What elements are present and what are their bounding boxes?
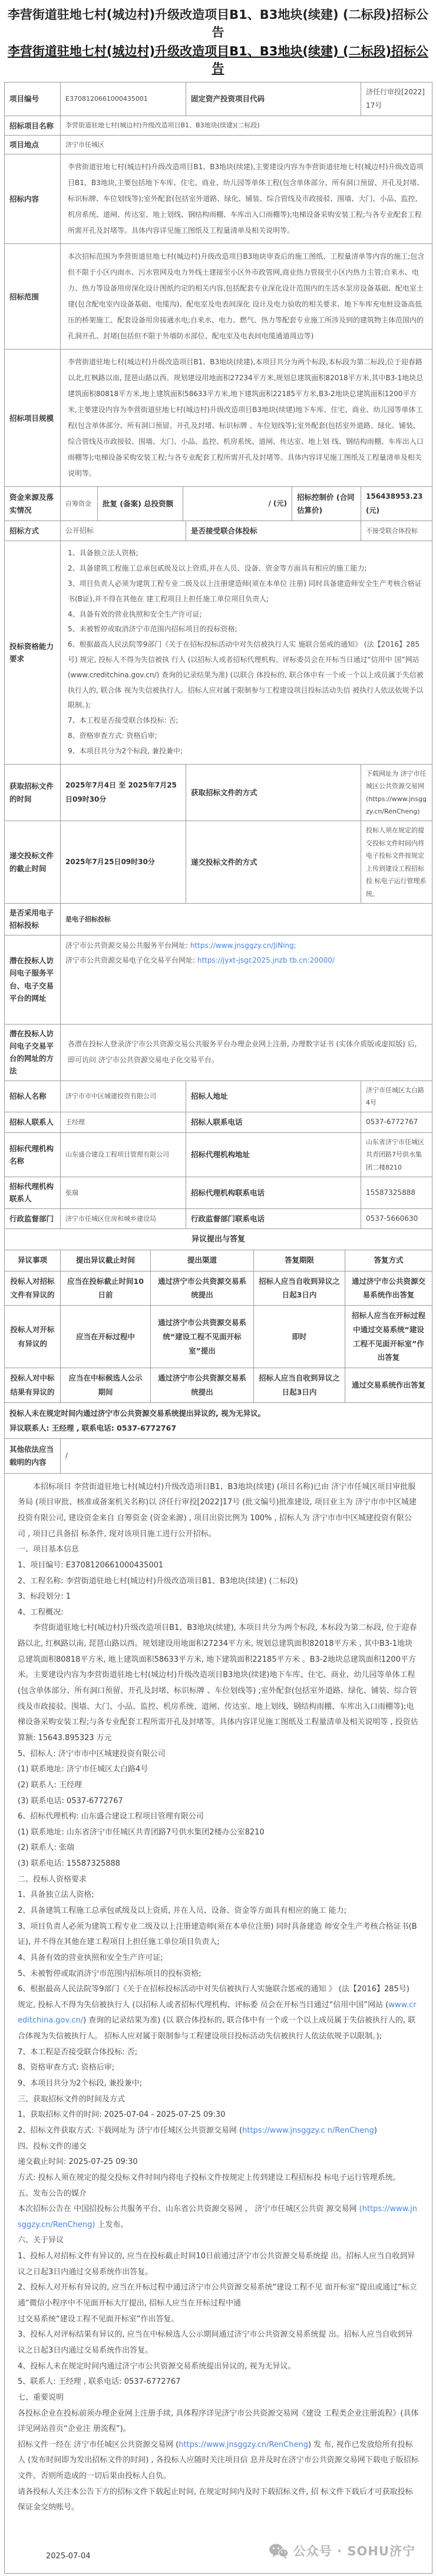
table-row — [5, 541, 432, 764]
announcement-text: 方式: 投标人须在规定的提交投标文件时间内将电子投标文件按规定上传到建设工程招标投 标电子运行管理系统。 — [18, 2173, 401, 2182]
announcement-line — [18, 1887, 419, 1903]
announcement-text: 本招标项目 李营街道驻地七村(城边村)升级改造项目B1、B3地块(续建) (项目名称)已由 济宁市任城区项目审批服务局 (项目审批、核准或备案机关名称)以 济任行审投[2022]17号 (批文编号)批准建设, 项目业主为 济宁市市中区城建投资有限公司, 建设资金来自 自筹资金 (资金来源) , 项目出资比例为 100% , 招标人为 济宁市市中区城建投资有限公司 , 项目已具备招 标条件, 现对该项目施工进行公开招标。 — [18, 1482, 417, 1539]
location-label: 项目地点 — [5, 135, 61, 154]
table-row — [5, 1228, 432, 1250]
announcement-line — [18, 1542, 419, 1558]
info-table-other — [4, 1438, 432, 1474]
e-tender-value: 是电子招标投标 — [61, 904, 432, 935]
agency-phone-label: 招标代理机构联系电话 — [186, 1177, 361, 1209]
tenderer-name-label: 招标人名称 — [5, 1081, 61, 1112]
scale-label: 招标项目规模 — [5, 350, 61, 487]
fixed-asset-code-label: 固定资产投资项目代码 — [186, 82, 361, 116]
objection-header-channel: 提出渠道 — [151, 1250, 254, 1271]
info-table-qualification — [4, 541, 432, 764]
objection-header-reply-period: 答复期限 — [254, 1250, 345, 1271]
announcement-text: 5、未被暂停或取消济宁市范围内招标项目的投标资格; — [18, 1969, 202, 1978]
objection-cell-channel: 通过济宁市公共资源交易系统提出 — [151, 1271, 254, 1306]
tenderer-phone-value: 0537-6772767 — [361, 1112, 432, 1132]
content-value: 李营街道驻地七村(城边村)升级改造项目B1、B3地块(续建),主要建设内容为李营街道驻地七村(城边村)升级改造项目B1、B3地块,主要包括地下车库、住宅、商业、幼儿园等单体工程(包含单体部分、所有洞口预留、开孔及封堵、标识标牌、车位划线等);室外配套(包括室外道路、绿化、铺装、综合管线及市政接驳、围墙、大门、小品、监控、机房系统、道闸、传达室、地上划线、钢结构雨棚、车库出入口雨棚等);电梯设备采购安装工程;与各专业配套工程所需开孔及封堵等。具体内容详见施工图纸及工程量清单及相关说明等。 — [61, 154, 432, 244]
tender-name-value: 李营街道驻地七村(城边村)升级改造项目B1、B3地块(续建)(二标段) — [61, 116, 432, 135]
announcement-text: 四、投标文件的递交 — [18, 2142, 87, 2151]
objection-row — [5, 1271, 432, 1306]
platform-service-prefix: 济宁市公共资源交易公共服务平台网址: — [65, 941, 189, 950]
supervisor-phone-label: 行政监督部门联系电话 — [186, 1208, 361, 1228]
announcement-text: 7、本工程是否接受联合体投标: 否; — [18, 2047, 138, 2057]
announcement-text: 4、具备有效的营业执照和安全生产许可证; — [18, 1953, 163, 1962]
supervisor-phone-value: 0537-5660630 — [361, 1208, 432, 1228]
announcement-line — [18, 1558, 419, 1574]
announcement-line — [18, 2390, 419, 2406]
info-table-contacts — [4, 1081, 432, 1229]
announcement-text: 1、具备独立法人资格; — [18, 1890, 94, 1900]
announcement-line — [18, 2437, 419, 2485]
table-row — [5, 935, 432, 1024]
announcement-text: ) 查询的记录结果为准) (以 联合体投标的, 联合体中有一个或一个以上成员属于失信被执行人的, 联合体视为失信被执行人。 招标人应对属于限制参与工程建设项目投标活动失信被执行人依法依规予以限制。); — [18, 2016, 416, 2041]
agency-name-value: 山东盛合建设工程项目管理有限公司 — [61, 1132, 186, 1177]
agency-phone-value: 15587325888 — [361, 1177, 432, 1209]
table-row — [5, 764, 432, 821]
table-row — [5, 1438, 432, 1473]
announcement-text: 6、根据最高人民法院等9部门《关于在招标投标活动中对失信被执行人实施联合惩戒的通知 》 (法【2016】285号) 规定, 投标人不得为失信被执行人 (以招标人或者招标代理机构、评标委 员会在开标当日通过“信用中国”网站 ( — [18, 1985, 409, 2010]
platform-trade-link[interactable]: https://jyxt-jsgc2025.jnzb tb.cn:20000/ — [197, 956, 335, 964]
announcement-line — [18, 2374, 419, 2390]
announcement-text: 请各投标人关注本公告下方的招标文件下载起止时间, 在规定时间内及时下载招标文件, 招 标文件下载后才可获取投标保证金交纳账号。 — [18, 2487, 413, 2512]
control-price-value: 156438953.23 (元) — [361, 487, 432, 521]
announcement-text: 一、项目基本信息 — [18, 1545, 80, 1554]
announcement-text: ) — [374, 2126, 377, 2135]
objection-cell-item: 投标人对开标有异议的 — [5, 1306, 61, 1368]
inline-link[interactable]: https://www.jnsggzy.cn/RenCheng — [179, 2440, 308, 2449]
table-row — [5, 521, 432, 541]
announcement-text: 六、关于异议 — [18, 2236, 64, 2245]
announcement-text: 李营街道驻地七村(城边村)升级改造项目B1、B3地块(续建), 本项目共分为两个标段, 本标段为第二标段, 位于迎春路以北, 红枫路以南, 琵琶山路以西。规划建设用地面积27234平方米, 规划总建筑面积82018平方米 , 其中B3-1地块总建筑面积80818平方米, 地上建筑面积58633平方米, 地下建筑面积22185平方米 。B3-2地块总建筑面积1200平方米。主要建设内容为李营街道驻地七村(城边村)升级改造项目B3地块(续建)地下车库、住宅、商业、幼儿园等单体工程(包含单体部分、所有洞口预留、开孔及封堵、标识标牌 、车位划线等) ;室外配套(包括室外道路、绿化、铺装、综合管线及市政接驳、围墙、大门、小品、监控、机房系统、道闸、传达室、地上划线、钢结构雨棚、车库出入口雨棚等);电梯设备采购安装工程;与各专业配套工程所需开孔及封堵等。具体内容详见施工图纸及工程量清单及相关说明等 , 投资估算额: 15643.895323 万元 — [18, 1623, 418, 1742]
info-table-etender — [4, 903, 432, 1081]
tenderer-name-value: 济宁市市中区城建投资有限公司 — [61, 1081, 186, 1112]
announcement-line — [18, 2327, 419, 2358]
qualification-item: 3、项目负责人必须为建筑工程专业二级及以上注册建造师(须在本单位 注册) 同时具备建造师安全生产考核合格证书(B证),并不得在其他在 建工程项目上担任施工单位项目负责人; — [68, 579, 422, 603]
announcement-text: (1) 联系地址: 济宁市任城区太白路4号 — [18, 1765, 148, 1774]
tenderer-addr-value: 济宁市任城区太白路4号 — [361, 1081, 432, 1112]
platform-access-value: 各潜在投标人登录济宁市公共资源交易公共服务平台办理企业网上注册, 办理数字证书 (实体介质版或虚拟版) 后, 即可访问 济宁市公共资源交易电子化交易平台。 — [61, 1024, 432, 1081]
objection-cell-reply-period: 招标人应当自收到异议之日起3日内 — [254, 1271, 345, 1306]
objection-cell-deadline: 应当在开标过程中 — [61, 1306, 151, 1368]
announcement-text: ) 发 布, 视作已发放给所有投标人 (发布时间即为发出招标文件的时间) , 各投标人应随时关注项目信 息并及时在济宁市公共资源交易网下载电子版招标文件。否则所造成的一切后果由投标人自负。 — [18, 2440, 419, 2481]
qualification-item: 6、根据最高人民法院等9部门《关于在招标投标活动中对失信被执行人实 施联合惩戒的通知》 (法【2016】285号) 规定, 投标人不得为失信被执 行人 (以招标人或者招标代理机构、评标委员会在开标当日通过“信用中 国”网站 (www.creditchina.gov.cn/) 查询的记录结果为准) (以联合 体投标的, 联合体中有一个或一个以上成员属于失信被执行人的, 联合体 视为失信被执行人。招标人应对属于限制参与工程建设项目投标活动失信 被执行人依法依规予以限制。); — [68, 640, 424, 710]
method-value: 公开招标 — [61, 521, 186, 541]
announcement-line — [18, 1762, 419, 1778]
objection-cell-reply-method: 通过济宁市公共资源交易系统作出答复 — [345, 1271, 432, 1306]
announcement-line — [18, 1589, 419, 1605]
announcement-line — [18, 1872, 419, 1888]
table-row — [5, 1402, 432, 1438]
announcement-line — [18, 2060, 419, 2076]
announcement-date: 2025-07-04 — [46, 2551, 91, 2561]
control-price-label: 招标控制价 (合同估算价) — [292, 487, 361, 521]
table-row — [5, 116, 432, 135]
inline-link[interactable]: www.creditchina.gov.cn/ — [18, 2000, 417, 2025]
supervisor-value: 济宁市任城区住房和城乡建设局 — [61, 1208, 186, 1228]
objection-body — [5, 1271, 432, 1402]
objection-header-item: 异议事项 — [5, 1250, 61, 1271]
info-table-documents — [4, 764, 432, 904]
platform-access-label: 潜在投标人访问电子交易平台的网址的方法 — [5, 1024, 61, 1081]
announcement-line — [18, 2076, 419, 2092]
announcement-line — [18, 2092, 419, 2108]
tenderer-addr-label: 招标人地址 — [186, 1081, 361, 1112]
qualification-list — [68, 546, 425, 759]
announcement-line — [18, 2123, 419, 2139]
announcement-line — [18, 2249, 419, 2280]
qualification-item: 9、本项目共分为2个标段, 兼投兼中; — [68, 746, 183, 755]
announcement-text: (3) 联系电话: 0537-6772767 — [18, 1796, 123, 1806]
objection-header-deadline: 提出异议截止时间 — [61, 1250, 151, 1271]
announcement-text: 2、投标人对开标有异议的, 应当在开标过程中通过济宁市公共资源交易系统“建设工程不见 面开标室”提出或通过“标立通”微信小程序中不见面开标大厅提出, 招标人应当在开标过程中通 — [18, 2283, 417, 2308]
qualification-item: 8、资格审查方式: 资格后审; — [68, 732, 157, 740]
announcement-footer — [18, 2516, 419, 2570]
tenderer-contact-label: 招标人联系人 — [5, 1112, 61, 1132]
table-row — [5, 904, 432, 935]
agency-addr-label: 招标代理机构地址 — [186, 1132, 361, 1177]
table-row — [5, 487, 432, 521]
announcement-line — [18, 1951, 419, 1966]
announcement-line — [18, 1809, 419, 1825]
announcement-line — [18, 2045, 419, 2061]
submit-method-label: 递交投标文件的方式 — [186, 821, 361, 904]
page-title: 李营街道驻地七村(城边村)升级改造项目B1、B3地块(续建) (二标段)招标公告 — [7, 8, 429, 40]
info-table-name — [4, 116, 432, 487]
announcement-line — [18, 1747, 419, 1763]
announcement-line — [18, 1620, 419, 1746]
objection-table — [4, 1228, 432, 1439]
announcement-line — [18, 1966, 419, 1982]
objection-note2: 异议联系人: 王经理 , 联系电话: 0537-6772767 — [9, 1423, 177, 1432]
qualification-value — [61, 541, 432, 764]
info-table-project — [4, 82, 432, 117]
announcement-line — [18, 2170, 419, 2186]
content-label: 招标内容 — [5, 154, 61, 244]
other-content-label: 其他依法应当载明的内容 — [5, 1438, 61, 1473]
tenderer-phone-label: 招标人联系电话 — [186, 1112, 361, 1132]
table-row — [5, 82, 432, 116]
announcement-line — [18, 2359, 419, 2375]
objection-cell-deadline: 应当在投标截止时间10日前 — [61, 1271, 151, 1306]
method-label: 招标方式 — [5, 521, 61, 541]
supervisor-label: 行政监督部门 — [5, 1208, 61, 1228]
objection-cell-reply-period: 即时 — [254, 1306, 345, 1368]
announcement-text: 8、资格审查方式: 资格后审; — [18, 2063, 115, 2073]
platform-urls-label: 潜在投标人访问电子服务平台、电子交易平台的网址 — [5, 935, 61, 1024]
objection-cell-channel: 通过济宁市公共资源交易系统提出 — [151, 1368, 254, 1403]
inline-link[interactable]: (https://www.jnsggzy.cn/RenCheng) — [18, 2205, 418, 2229]
objection-cell-reply-period: 招标人应当自收到异议之日起3日内 — [254, 1368, 345, 1403]
announcement-text: 5、招标人: 济宁市市中区城建投资有限公司 — [18, 1749, 166, 1758]
announcement-text: 过交易系统“建设工程不见面开标室”作出答复。 — [18, 2314, 179, 2324]
tenderer-contact-value: 王经理 — [61, 1112, 186, 1132]
announcement-text: 七、重要说明 — [18, 2393, 64, 2402]
objection-cell-reply-method: 招标人应当在开标过程中通过交易系统“建设工程不见面开标室”作出答复 — [345, 1306, 432, 1368]
announcement-text: 3、标段划分: 1 — [18, 1592, 71, 1602]
announcement-text: 各投标企业在投标前须办理企业网上注册手续, 具体程序详见济宁市公共资源交易网《建设 工程类企业注册流程》(具体详见网站首页“企业注 册流程”)。 — [18, 2409, 419, 2434]
qualification-item: 2、具备建筑工程施工总承包贰级及以上资质,并在人员、设备、资金等方面具有相应的施工能力; — [68, 564, 367, 573]
table-row — [5, 154, 432, 244]
announcement-text: 1、获取招标文件的时间: 2025-07-04 - 2025-07-25 09:30 — [18, 2110, 226, 2120]
table-row — [5, 1024, 432, 1081]
platform-service-link[interactable]: https://www.jnsggzy.cn/JiNing; — [190, 941, 296, 950]
objection-header-row — [5, 1250, 432, 1271]
table-row — [5, 1473, 432, 2573]
objection-title: 异议提出与答复 — [5, 1228, 432, 1250]
objection-row — [5, 1306, 432, 1368]
announcement-section — [18, 1480, 419, 2516]
announcement-line — [18, 1794, 419, 1810]
announcement-table — [4, 1473, 432, 2574]
announcement-text: 1、投标人对招标文件有异议的, 应当在投标截止时间10日前通过济宁市公共资源交易系统提 出。招标人应当自收到异议之日起3日内通过交易系统作出答复。 — [18, 2252, 415, 2277]
objection-cell-item: 投标人对招标文件有异议的 — [5, 1271, 61, 1306]
agency-contact-label: 招标代理机构联系人 — [5, 1177, 61, 1209]
doc-method-value: 下载网址为 济宁市任城区公共资源交易网 (https://www.jnsggzy.cn/RenCheng) — [361, 764, 432, 821]
scope-label: 招标范围 — [5, 244, 61, 350]
other-content-value: / — [61, 1438, 432, 1473]
funding-source-value: 自筹资金 — [61, 487, 98, 521]
announcement-line — [18, 1605, 419, 1621]
announcement-line — [18, 1840, 419, 1856]
announcement-line — [18, 2280, 419, 2311]
deadline-label: 递交投标文件的截止时间 — [5, 821, 61, 904]
announcement-line — [18, 1856, 419, 1872]
announcement-line — [18, 2186, 419, 2202]
qualification-item: 7、本工程是否接受联合体投标: 否; — [68, 716, 179, 725]
announcement-text: (1) 联系地址: 山东省济宁市任城区共青团路7号供水集团2楼办公室8210 — [18, 1827, 265, 1837]
table-row — [5, 1177, 432, 1209]
approval-no-value: 济任行审投[2022]17号 — [361, 82, 432, 116]
objection-header-reply-method: 答复方式 — [345, 1250, 432, 1271]
info-table-funding — [4, 486, 432, 521]
announcement-cell — [5, 1473, 432, 2573]
table-row — [5, 821, 432, 904]
table-row — [5, 1208, 432, 1228]
doc-method-label: 获取招标文件的方式 — [186, 764, 361, 821]
consortium-value: 不接受联合体投标 — [361, 521, 432, 541]
announcement-text: 5、联系人: 王经理 , 联系电话: 0537-6772767 — [18, 2377, 181, 2387]
announcement-line — [18, 2312, 419, 2328]
announcement-text: 2、具备建筑工程施工总承包贰级及以上资质, 并在人员、设备、资金等方面具有相应的施工 能力; — [18, 1906, 347, 1915]
qualification-item: 5、未被暂停或取消济宁市范围内招标项目的投标资格; — [68, 625, 237, 634]
objection-note1: 投标人未在规定时间内通过济宁市公共资源交易系统提出异议的, 视为无异议。 — [9, 1408, 266, 1418]
announcement-line — [18, 2233, 419, 2249]
scale-value: 李营街道驻地七村(城边村)升级改造项目B1、B3地块(续建),本项目共分为两个标段,本标段为第二标段,位于迎春路以北,红枫路以南, 琵琶山路以西。规划建设用地面积27234平方米,规划总建筑面积82018平方米,其中B3-1地块总建筑面积80818平方米,地上建筑面积58633平方米,地下建筑面积22185平方米,B3-2地块总建筑面积1200平方米,主要建设内容为李营街道驻地七村(城边村)升级改造项目B3地块(续建)地下车库、住宅、商业、幼儿园等单体工程(包含单体部分、所有洞口预留、开孔及封堵、标识标牌 、车位划线等);室外配套(包括室外道路、绿化、铺装、综合管线及市政接驳、围墙、大门、小品、监控、机房系统、道闸、传达室、地上划 线、钢结构雨棚、车库出入口雨棚等);电梯设备采购安装工程;与各专业配套工程所需开孔及封堵等。具体内容详见施工图纸及工程量清单及相关说明等。 — [61, 350, 432, 487]
announcement-text: (2) 联系人: 王经理 — [18, 1780, 82, 1790]
project-no-value: E3708120661000435001 — [61, 82, 186, 116]
announcement-text: 4、工程概况: — [18, 1607, 64, 1617]
announcement-text: 2、招标文件获取方式: 下载网址为 济宁市任城区公共资源交易网 ( — [18, 2126, 243, 2135]
announcement-text: (3) 联系电话: 15587325888 — [18, 1859, 121, 1869]
announcement-text: 上发布。 — [95, 2220, 128, 2229]
objection-cell-item: 投标人对中标结果有异议的 — [5, 1368, 61, 1403]
submit-method-value: 投标人须在规定的提交投标文件时间内将电子投标文件按规定上传到建设工程招标投 标电子运行管理系统。 — [361, 821, 432, 904]
announcement-text: 3、项目负责人必须为建筑工程专业二级及以上注册建造师(须在本单位注册) 同时具备建造 师安全生产考核合格证书(B证), 并不得在其他在建工程项目上担任施工单位项目负责人; — [18, 1922, 417, 1947]
info-table-method — [4, 521, 432, 541]
announcement-line — [18, 2139, 419, 2155]
announcement-line — [18, 1480, 419, 1543]
qualification-label: 投标资格能力要求 — [5, 541, 61, 764]
announcement-line — [18, 2406, 419, 2437]
announcement-line — [18, 2485, 419, 2516]
announcement-line — [18, 2107, 419, 2123]
announcement-line — [18, 1574, 419, 1590]
objection-row — [5, 1368, 432, 1403]
announcement-text: 递交截止时间: 2025-07-25 09:30 — [18, 2157, 138, 2167]
location-value: 济宁市任城区 — [61, 135, 432, 154]
announcement-line — [18, 2155, 419, 2170]
consortium-label: 是否接受联合体投标 — [186, 521, 361, 541]
announcement-line — [18, 1778, 419, 1794]
e-tender-label: 是否采用电子招标投标 — [5, 904, 61, 935]
platform-trade-line — [65, 953, 427, 968]
inline-link[interactable]: https://www.jnsggzy.c n/RenCheng — [242, 2126, 374, 2135]
table-row — [5, 350, 432, 487]
platform-trade-prefix: 济宁市公共资源交易电子化交易平台网址: — [65, 956, 196, 964]
announcement-line — [18, 1919, 419, 1951]
table-row — [5, 1132, 432, 1177]
announcement-text: 3、投标人对评标结果有异议的, 应当在中标候选人公示期间通过济宁市公共资源交易系统提 出。招标人应当自收到异议之日起3日内通过交易系统作出答复。 — [18, 2330, 413, 2355]
announcement-line — [18, 2202, 419, 2233]
announcement-text: 招标文件一经在 济宁市任城区公共资源交易网 ( — [18, 2440, 179, 2449]
announcement-text: (2) 联系人: 张瑞 — [18, 1843, 75, 1853]
page-title-bold: 李营街道驻地七村(城边村)升级改造项目B1、B3地块(续建) (二标段)招标公告 — [7, 44, 429, 76]
announcement-text: 9、本项目共分为2个标段, 兼投兼中; — [18, 2079, 143, 2089]
total-investment-value: / (元) — [183, 487, 292, 521]
announcement-text: 2、工程名称: 李营街道驻地七村(城边村)升级改造项目B1、B3地块(续建) (二标段) — [18, 1576, 298, 1586]
scope-value: 本次招标范围为李营街道驻地七村(城边村)升级改造项目B3地块审查后的施工图纸、工程量清单等内容的施工;包含但不限于小区内雨水、污水管网及电力外线土建接至小区外市政管网,商业热力管接至小区内热力主管;自来水、电力、热力等设备用房深化设计图纸约定的相关内容,包括配套专业深化设计范围内的生活水泵房设备基础、配电室土建(包含配电室内设备基础、电缆沟)、配电室及电表间深化 设计及电力验收的相关要求、地下车库充电桩设备高低压的桥架施工、配套设备用房接通水电;自来水、电力、燃气、热力等配套专业施工所涉及到的建筑物主体范围内的孔洞开孔、封堵(包括但不限于外墙防水部位、配电室及电表间电缆通道周边等) — [61, 244, 432, 350]
qualification-item: 1、具备独立法人资格; — [68, 549, 138, 558]
announcement-line — [18, 1825, 419, 1841]
announcement-text: 五、发布公告的媒介 — [18, 2189, 87, 2198]
deadline-value: 2025年7月25日09时30分 — [61, 821, 186, 904]
announcement-text: 4、投标人未在规定时间内通过济宁市公共资源交易系统提出异议的, 视为无异议。 — [18, 2361, 296, 2371]
doc-time-label: 获取招标文件的时间 — [5, 764, 61, 821]
table-row — [5, 1081, 432, 1112]
objection-cell-deadline: 应当在中标候选人公示期间 — [61, 1368, 151, 1403]
doc-time-value: 2025年7月4日 至 2025年7月25日09时30分 — [61, 764, 186, 821]
table-row — [5, 135, 432, 154]
qualification-item: 4、具备有效的营业执照和安全生产许可证; — [68, 610, 202, 618]
agency-contact-value: 张瑞 — [61, 1177, 186, 1209]
announcement-line — [18, 1982, 419, 2045]
platform-urls-value — [61, 935, 432, 1024]
watermark — [269, 2539, 415, 2564]
project-no-label: 项目编号 — [5, 82, 61, 116]
total-investment-label: 批复 (备案) 总投资额 — [98, 487, 183, 521]
objection-cell-channel: 通过济宁市公共资源交易系统“建设工程不见面开标室”提出 — [151, 1306, 254, 1368]
announcement-text: 1、项目编号: E3708120661000435001 — [18, 1560, 164, 1570]
announcement-text: 6、招标代理机构: 山东盛合建设工程项目管理有限公司 — [18, 1812, 204, 1821]
agency-addr-value: 山东省济宁市任城区共青团路7号供水集团二楼8210 — [361, 1132, 432, 1177]
platform-service-line — [65, 938, 427, 953]
announcement-line — [18, 1903, 419, 1919]
objection-note-cell — [5, 1402, 432, 1438]
announcement-text: 二、投标人资格要求 — [18, 1875, 87, 1884]
tender-name-label: 招标项目名称 — [5, 116, 61, 135]
announcement-text: 三、获取招标文件的时间及方式 — [18, 2094, 125, 2104]
watermark-text: 公众号 · SOHU济宁 — [293, 2544, 415, 2558]
funding-label: 资金来源及落实情况 — [5, 487, 61, 521]
table-row — [5, 244, 432, 350]
table-row — [5, 1112, 432, 1132]
agency-name-label: 招标代理机构名称 — [5, 1132, 61, 1177]
announcement-text: 本次招标公告在 中国招投标公共服务平台、山东省公共资源交易网 、 济宁市任城区公共资 源交易网 — [18, 2205, 359, 2214]
objection-cell-reply-method: 通过交易系统作出答复 — [345, 1368, 432, 1403]
wechat-icon — [269, 2543, 289, 2559]
